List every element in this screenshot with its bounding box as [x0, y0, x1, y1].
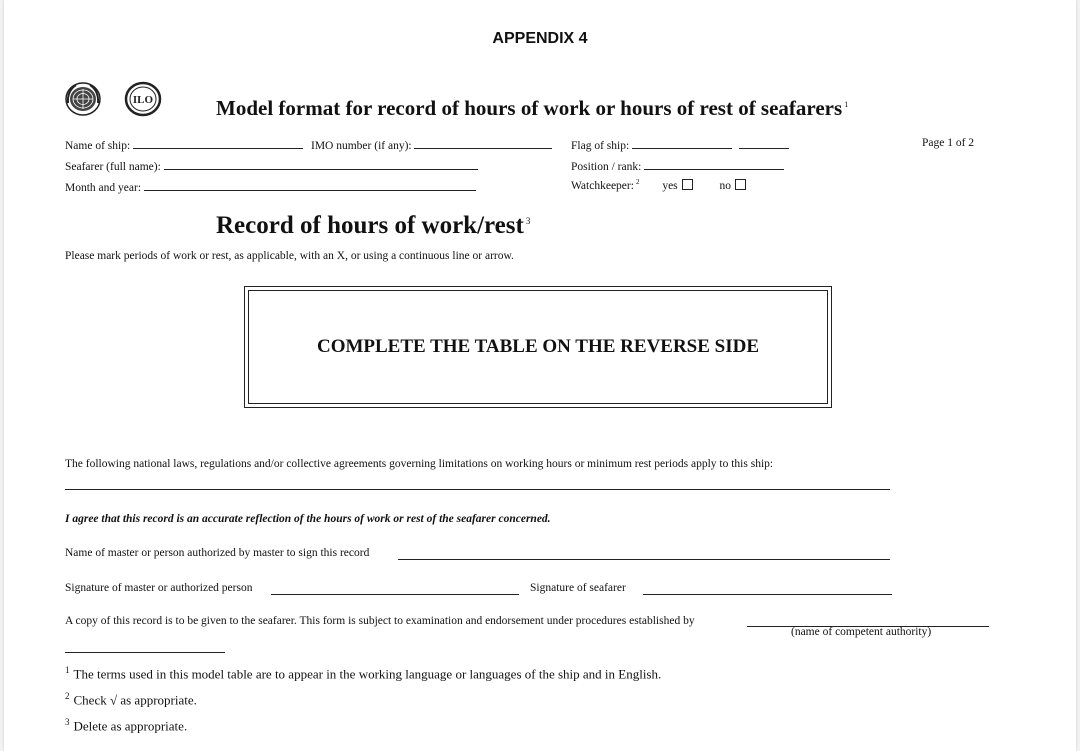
flag-of-ship-line[interactable]: [632, 137, 732, 149]
footnote-ref-2: 2: [635, 178, 640, 186]
watchkeeper-label: Watchkeeper:: [571, 179, 634, 192]
seafarer-signature-line[interactable]: [643, 594, 892, 595]
page-number: Page 1 of 2: [922, 137, 975, 149]
national-laws-text: The following national laws, regulations and/or collective agreements governing limitations on working hours or minimum rest periods apply to this ship:: [65, 458, 774, 470]
seafarer-signature-label: Signature of seafarer: [530, 582, 626, 594]
footnote-1-text: The terms used in this model table are to appear in the working language or languages of the ship and in English.: [73, 666, 662, 682]
footnote-3: [65, 717, 187, 734]
copy-notice-text: A copy of this record is to be given to the seafarer. This form is subject to examination and endorsement under procedures established by: [65, 615, 695, 627]
month-year-field[interactable]: [65, 179, 476, 194]
month-year-line[interactable]: [144, 179, 476, 191]
appendix-heading: APPENDIX 4: [492, 30, 588, 47]
position-rank-field[interactable]: [571, 158, 784, 173]
watchkeeper-yes-label: yes: [662, 179, 678, 192]
name-of-ship-label: Name of ship:: [65, 140, 131, 152]
watchkeeper-yes-checkbox[interactable]: [682, 179, 693, 190]
footnote-2-text: Check √ as appropriate.: [73, 692, 197, 708]
master-name-line[interactable]: [398, 559, 890, 560]
record-instruction: Please mark periods of work or rest, as applicable, with an X, or using a continuous line or arrow.: [65, 250, 514, 262]
record-title-text: Record of hours of work/rest: [216, 212, 524, 239]
watchkeeper-no-label: no: [719, 179, 732, 192]
footnote-separator: [65, 652, 225, 653]
footnote-1: [65, 665, 661, 682]
reverse-side-notice-text: COMPLETE THE TABLE ON THE REVERSE SIDE: [316, 336, 760, 357]
flag-of-ship-label: Flag of ship:: [571, 140, 630, 152]
watchkeeper-field: [571, 178, 746, 192]
document-page: [4, 0, 1076, 751]
master-signature-label: Signature of master or authorized person: [65, 582, 253, 594]
watchkeeper-no-checkbox[interactable]: [735, 179, 746, 190]
form-title: [216, 96, 848, 121]
master-signature-line[interactable]: [271, 594, 519, 595]
flag-of-ship-field[interactable]: [571, 137, 789, 152]
name-of-ship-line[interactable]: [133, 137, 303, 149]
footnote-3-text: Delete as appropriate.: [73, 718, 188, 734]
competent-authority-caption: (name of competent authority): [791, 626, 932, 638]
svg-text:ILO: ILO: [132, 94, 154, 106]
position-rank-label: Position / rank:: [571, 161, 642, 173]
record-title: [216, 212, 530, 240]
footnote-2-number: 2: [65, 691, 70, 701]
seafarer-name-line[interactable]: [164, 158, 478, 170]
master-name-label: Name of master or person authorized by master to sign this record: [65, 547, 370, 559]
footnote-3-number: 3: [65, 717, 70, 727]
seafarer-name-field[interactable]: [65, 158, 478, 173]
footnote-ref-3: 3: [525, 215, 531, 226]
name-of-ship-field[interactable]: [65, 137, 303, 152]
imo-number-label: IMO number (if any):: [311, 140, 412, 152]
footnote-2: [65, 691, 197, 708]
ilo-emblem-icon: [124, 81, 162, 117]
position-rank-line[interactable]: [644, 158, 784, 170]
imo-number-field[interactable]: [311, 137, 552, 152]
flag-of-ship-line-2[interactable]: [739, 137, 789, 149]
imo-number-line[interactable]: [414, 137, 552, 149]
reverse-side-notice-inner: [248, 290, 828, 404]
seafarer-name-label: Seafarer (full name):: [65, 161, 161, 173]
footnote-1-number: 1: [65, 665, 70, 675]
form-title-text: Model format for record of hours of work or hours of rest of seafarers: [216, 96, 843, 120]
footnote-ref-1: 1: [844, 100, 849, 109]
month-year-label: Month and year:: [65, 182, 142, 194]
agreement-statement: I agree that this record is an accurate reflection of the hours of work or rest of the seafarer concerned.: [65, 513, 551, 525]
reverse-side-notice-box: [244, 286, 832, 408]
national-laws-line[interactable]: [65, 489, 890, 490]
un-emblem-icon: [64, 81, 102, 117]
